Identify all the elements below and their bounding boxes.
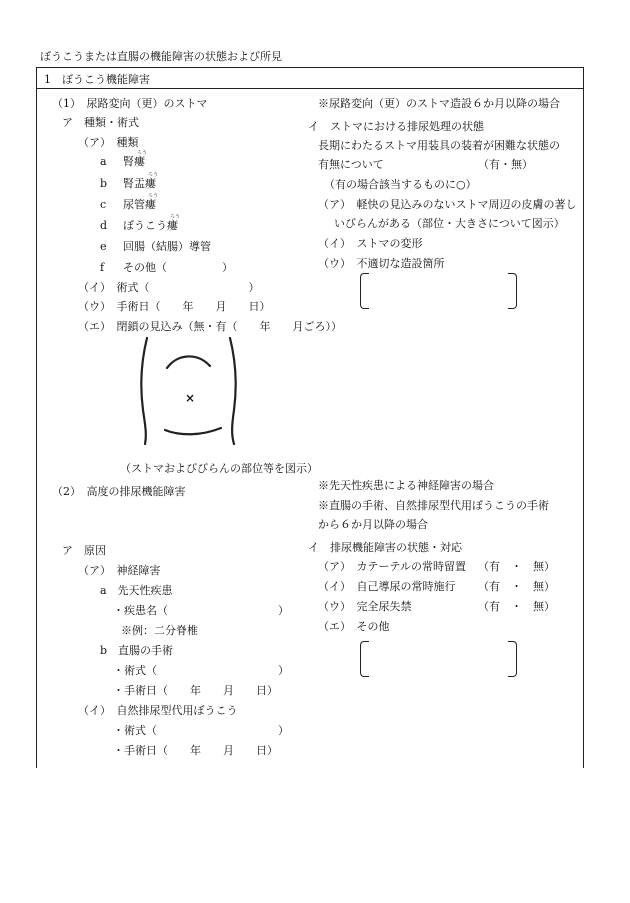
rectal-date-field: ・手術日（ 年 月 日） xyxy=(113,684,278,697)
figure-caption: （ストマおよびびらんの部位等を図示） xyxy=(120,462,318,475)
status-item: （ウ） 完全尿失禁 xyxy=(318,600,412,613)
example-note: ※例：二分脊椎 xyxy=(121,624,198,637)
type-label: 腎盂瘻 xyxy=(123,177,156,190)
bracket-open xyxy=(360,273,369,309)
abdomen-figure xyxy=(135,332,245,448)
right2-note1: ※先天性疾患による神経障害の場合 xyxy=(318,479,494,492)
type-label: その他（ ） xyxy=(123,261,233,274)
surgery-date-field: （ウ） 手術日（ 年 月 日） xyxy=(78,300,271,313)
neuro-heading: （ア） 神経障害 xyxy=(78,564,161,577)
right1-item-b: （イ） ストマの変形 xyxy=(318,237,423,250)
bracket-close xyxy=(508,641,517,677)
right1-item-c: （ウ） 不適切な造設箇所 xyxy=(318,257,445,270)
ruby-text: ろう xyxy=(148,193,159,199)
closure-field: （エ） 閉鎖の見込み（無・有（ 年 月ごろ）） xyxy=(78,320,342,333)
right1-i-heading: イ ストマにおける排尿処理の状態 xyxy=(308,120,484,133)
right1-item-a-line2: いびらんがある（部位・大きさについて図示） xyxy=(334,217,565,230)
status-yesno: （有 ・ 無） xyxy=(478,580,555,593)
rectal-method-field: ・術式（ ） xyxy=(113,664,289,677)
rectal-surgery-item: b 直腸の手術 xyxy=(100,644,174,657)
disease-name-field: ・疾患名（ ） xyxy=(113,604,289,617)
method-field: （イ） 術式（ ） xyxy=(78,281,260,294)
type-letter: d xyxy=(100,219,108,232)
ruby-text: ろう xyxy=(137,150,148,156)
type-letter: c xyxy=(100,198,107,211)
right1-i-line2: 有無について xyxy=(318,158,384,171)
sub2-a-heading: ア 原因 xyxy=(62,544,106,557)
type-label: 回腸（結腸）導管 xyxy=(123,240,211,253)
sub1-a-heading: ア 種類・術式 xyxy=(62,116,139,129)
section-heading: 1 ぼうこう機能障害 xyxy=(44,73,150,86)
substitute-date-field: ・手術日（ 年 月 日） xyxy=(113,744,278,757)
type-letter: b xyxy=(100,177,108,190)
bracket-open xyxy=(360,641,369,677)
right1-i-hint: （有の場合該当するものに○） xyxy=(324,178,477,191)
type-label: ぼうこう瘻 xyxy=(123,219,178,232)
status-item: （イ） 自己導尿の常時施行 xyxy=(318,580,456,593)
right1-note: ※尿路変向（更）のストマ造設６か月以降の場合 xyxy=(318,97,560,110)
sub2-heading: （2） 高度の排尿機能障害 xyxy=(52,485,186,498)
types-heading: （ア） 種類 xyxy=(78,136,139,149)
ruby-text: ろう xyxy=(170,214,181,220)
right2-note2-line2: から６か月以降の場合 xyxy=(318,518,428,531)
form-frame xyxy=(36,67,584,768)
status-yesno: （有 ・ 無） xyxy=(478,600,555,613)
status-item: （ア） カテーテルの常時留置 xyxy=(318,560,466,573)
type-label: 腎瘻 xyxy=(123,155,145,168)
congenital-item: a 先天性疾患 xyxy=(100,584,173,597)
page-title: ぼうこうまたは直腸の機能障害の状態および所見 xyxy=(40,50,282,63)
heading-divider xyxy=(36,88,583,89)
stoma-mark: × xyxy=(185,391,196,405)
ruby-text: ろう xyxy=(148,172,159,178)
right2-note2-line1: ※直腸の手術、自然排尿型代用ぼうこうの手術 xyxy=(318,499,549,512)
type-label: 尿管瘻 xyxy=(123,198,156,211)
type-letter: f xyxy=(100,261,105,274)
type-letter: e xyxy=(100,240,107,253)
right1-i-line1: 長期にわたるストマ用装具の装着が困難な状態の xyxy=(318,139,560,152)
substitute-bladder-heading: （イ） 自然排尿型代用ぼうこう xyxy=(78,704,238,717)
sub1-heading: （1） 尿路変向（更）のストマ xyxy=(52,97,208,110)
status-yesno: （有 ・ 無） xyxy=(478,560,555,573)
substitute-method-field: ・術式（ ） xyxy=(113,724,289,737)
right2-i-heading: イ 排尿機能障害の状態・対応 xyxy=(308,541,462,554)
type-letter: a xyxy=(100,155,107,168)
status-item: （エ） その他 xyxy=(318,620,390,633)
right1-i-yesno: （有・無） xyxy=(478,158,533,171)
right1-item-a-line1: （ア） 軽快の見込みのないストマ周辺の皮膚の著し xyxy=(318,198,577,211)
bracket-close xyxy=(508,273,517,309)
